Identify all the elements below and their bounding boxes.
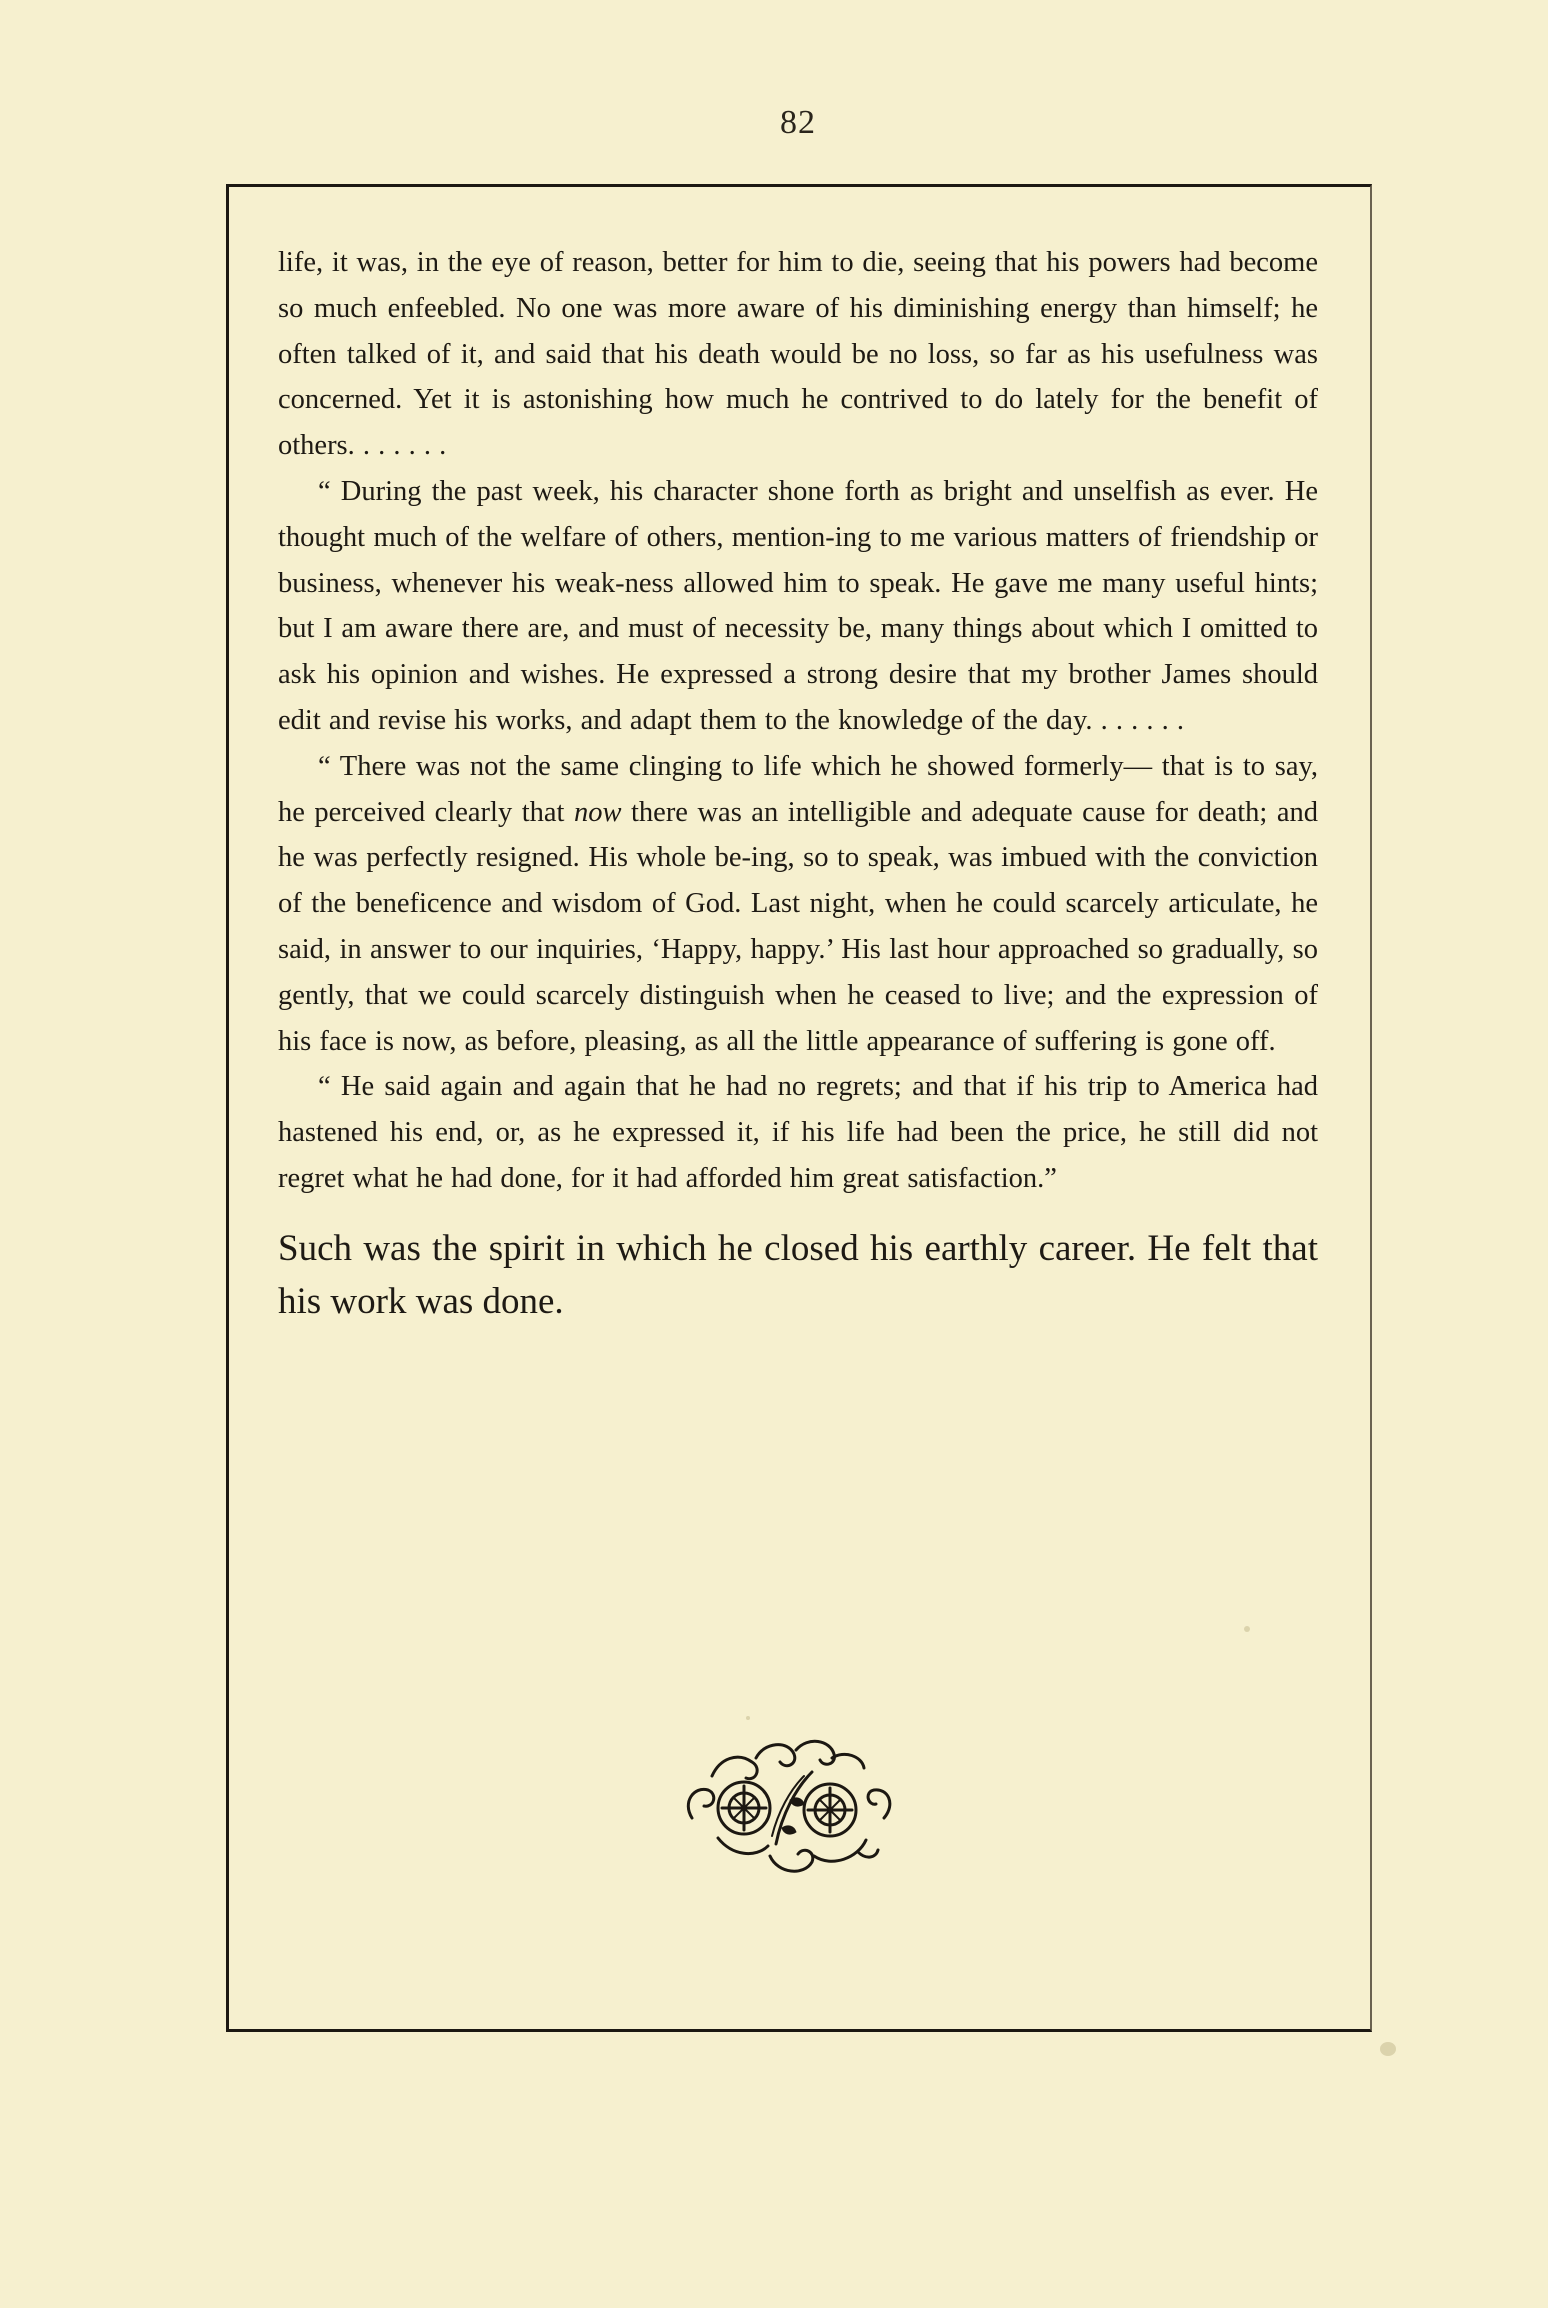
paragraph-3-text-before: “ There was not the same clinging to life which he showed formerly— that is to say, he perceived clearly that	[278, 750, 1318, 828]
paragraph-2	[278, 469, 1318, 744]
paragraph-3	[278, 744, 1318, 1065]
paper-spot	[1244, 1626, 1250, 1632]
paragraph-1-text: life, it was, in the eye of reason, better for him to die, seeing that his powers had become so much enfeebled. No one was more aware of his diminishing energy than himself; he often talked of it, and said that his death would be no loss, so far as his usefulness was concerned. Yet it is astonishing how much he contrived to do lately for the benefit of others. . . . . . .	[278, 247, 1318, 462]
closing-statement: Such was the spirit in which he closed his earthly career. He felt that his work was done.	[278, 1227, 1318, 1322]
paragraph-3-text-after: there was an intelligible and adequate cause for death; and he was perfectly resigned. His whole be-ing, so to speak, was imbued with the conviction of the beneficence and wisdom of God. Last night, when he could scarcely articulate, he said, in answer to our inquiries, ‘Happy, happy.’ His last hour approached so gradually, so gently, that we could scarcely distinguish when he ceased to live; and the expression of his face is now, as before, pleasing, as all the little appearance of suffering is gone off.	[278, 796, 1318, 1057]
body-text	[278, 240, 1318, 1328]
paragraph-4-text: “ He said again and again that he had no regrets; and that if his trip to America had hastened his end, or, as he expressed it, if his life had been the price, he still did not regret what he had done, for it had afforded him great satisfaction.”	[278, 1071, 1318, 1194]
page-number: 82	[780, 104, 816, 141]
paragraph-4	[278, 1064, 1318, 1201]
paper-spot	[1380, 2042, 1396, 2056]
paragraph-2-text: “ During the past week, his character shone forth as bright and unselfish as ever. He thought much of the welfare of others, mention-ing to me various matters of friendship or business, whenever his weak-ness allowed him to speak. He gave me many useful hints; but I am aware there are, and must of necessity be, many things about which I omitted to ask his opinion and wishes. He expressed a strong desire that my brother James should edit and revise his works, and adapt them to the knowledge of the day. . . . . . .	[278, 475, 1318, 736]
paragraph-3-emphasis: now	[573, 796, 622, 828]
paragraph-1	[278, 240, 1318, 469]
floral-vignette-icon	[672, 1728, 908, 1880]
paper-spot	[746, 1716, 750, 1720]
